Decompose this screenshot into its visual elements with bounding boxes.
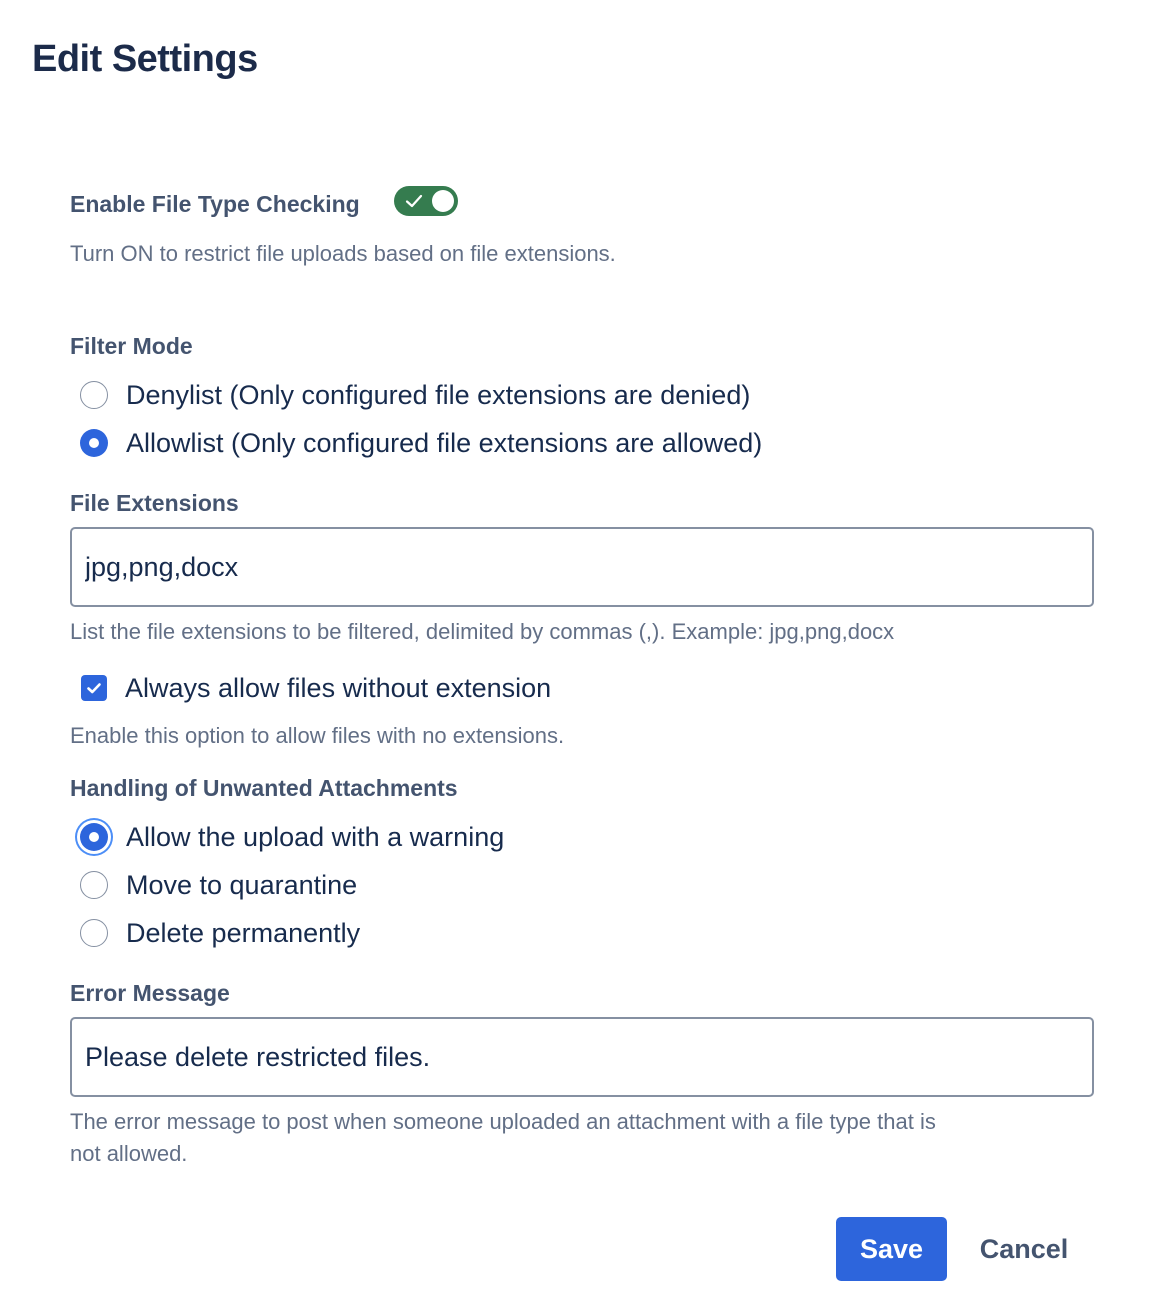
radio-move-to-quarantine[interactable] <box>80 871 108 899</box>
option-label: Delete permanently <box>126 917 361 948</box>
option-label: Allow the upload with a warning <box>126 821 505 852</box>
allow-no-extension-option[interactable] <box>80 668 551 708</box>
file-extensions-input[interactable] <box>70 527 1094 607</box>
unwanted-option-delete[interactable] <box>80 913 360 953</box>
option-label: Move to quarantine <box>126 869 358 900</box>
unwanted-handling-label: Handling of Unwanted Attachments <box>70 775 458 801</box>
unwanted-option-warn[interactable] <box>80 817 504 857</box>
radio-denylist[interactable] <box>80 381 108 409</box>
option-label: Denylist (Only configured file extensions are denied) <box>126 379 751 410</box>
allow-no-extension-checkbox[interactable] <box>81 675 107 701</box>
option-label: Always allow files without extension <box>125 672 552 703</box>
error-message-input[interactable] <box>70 1017 1094 1097</box>
radio-allowlist[interactable] <box>80 429 108 457</box>
error-message-help-line1: The error message to post when someone uploaded an attachment with a file type that is <box>70 1109 936 1134</box>
check-icon <box>404 191 424 211</box>
page-title: Edit Settings <box>32 38 258 80</box>
file-type-checking-help: Turn ON to restrict file uploads based on file extensions. <box>70 241 616 266</box>
radio-allow-with-warning[interactable] <box>80 823 108 851</box>
save-button[interactable]: Save <box>836 1217 947 1281</box>
unwanted-option-quarantine[interactable] <box>80 865 357 905</box>
cancel-button[interactable]: Cancel <box>962 1217 1086 1281</box>
checkmark-icon <box>85 679 103 697</box>
allow-no-extension-help: Enable this option to allow files with no extensions. <box>70 723 565 748</box>
filter-mode-option-denylist[interactable] <box>80 375 750 415</box>
file-type-checking-label: Enable File Type Checking <box>70 191 360 217</box>
radio-delete-permanently[interactable] <box>80 919 108 947</box>
option-label: Allowlist (Only configured file extensions are allowed) <box>126 427 763 458</box>
error-message-label: Error Message <box>70 980 230 1006</box>
file-extensions-label: File Extensions <box>70 490 239 516</box>
filter-mode-option-allowlist[interactable] <box>80 423 762 463</box>
toggle-knob <box>432 190 454 212</box>
file-type-checking-toggle[interactable] <box>394 186 458 216</box>
filter-mode-label: Filter Mode <box>70 333 193 359</box>
file-extensions-help: List the file extensions to be filtered, delimited by commas (,). Example: jpg,png,docx <box>70 619 895 644</box>
error-message-help-line2: not allowed. <box>70 1141 188 1166</box>
